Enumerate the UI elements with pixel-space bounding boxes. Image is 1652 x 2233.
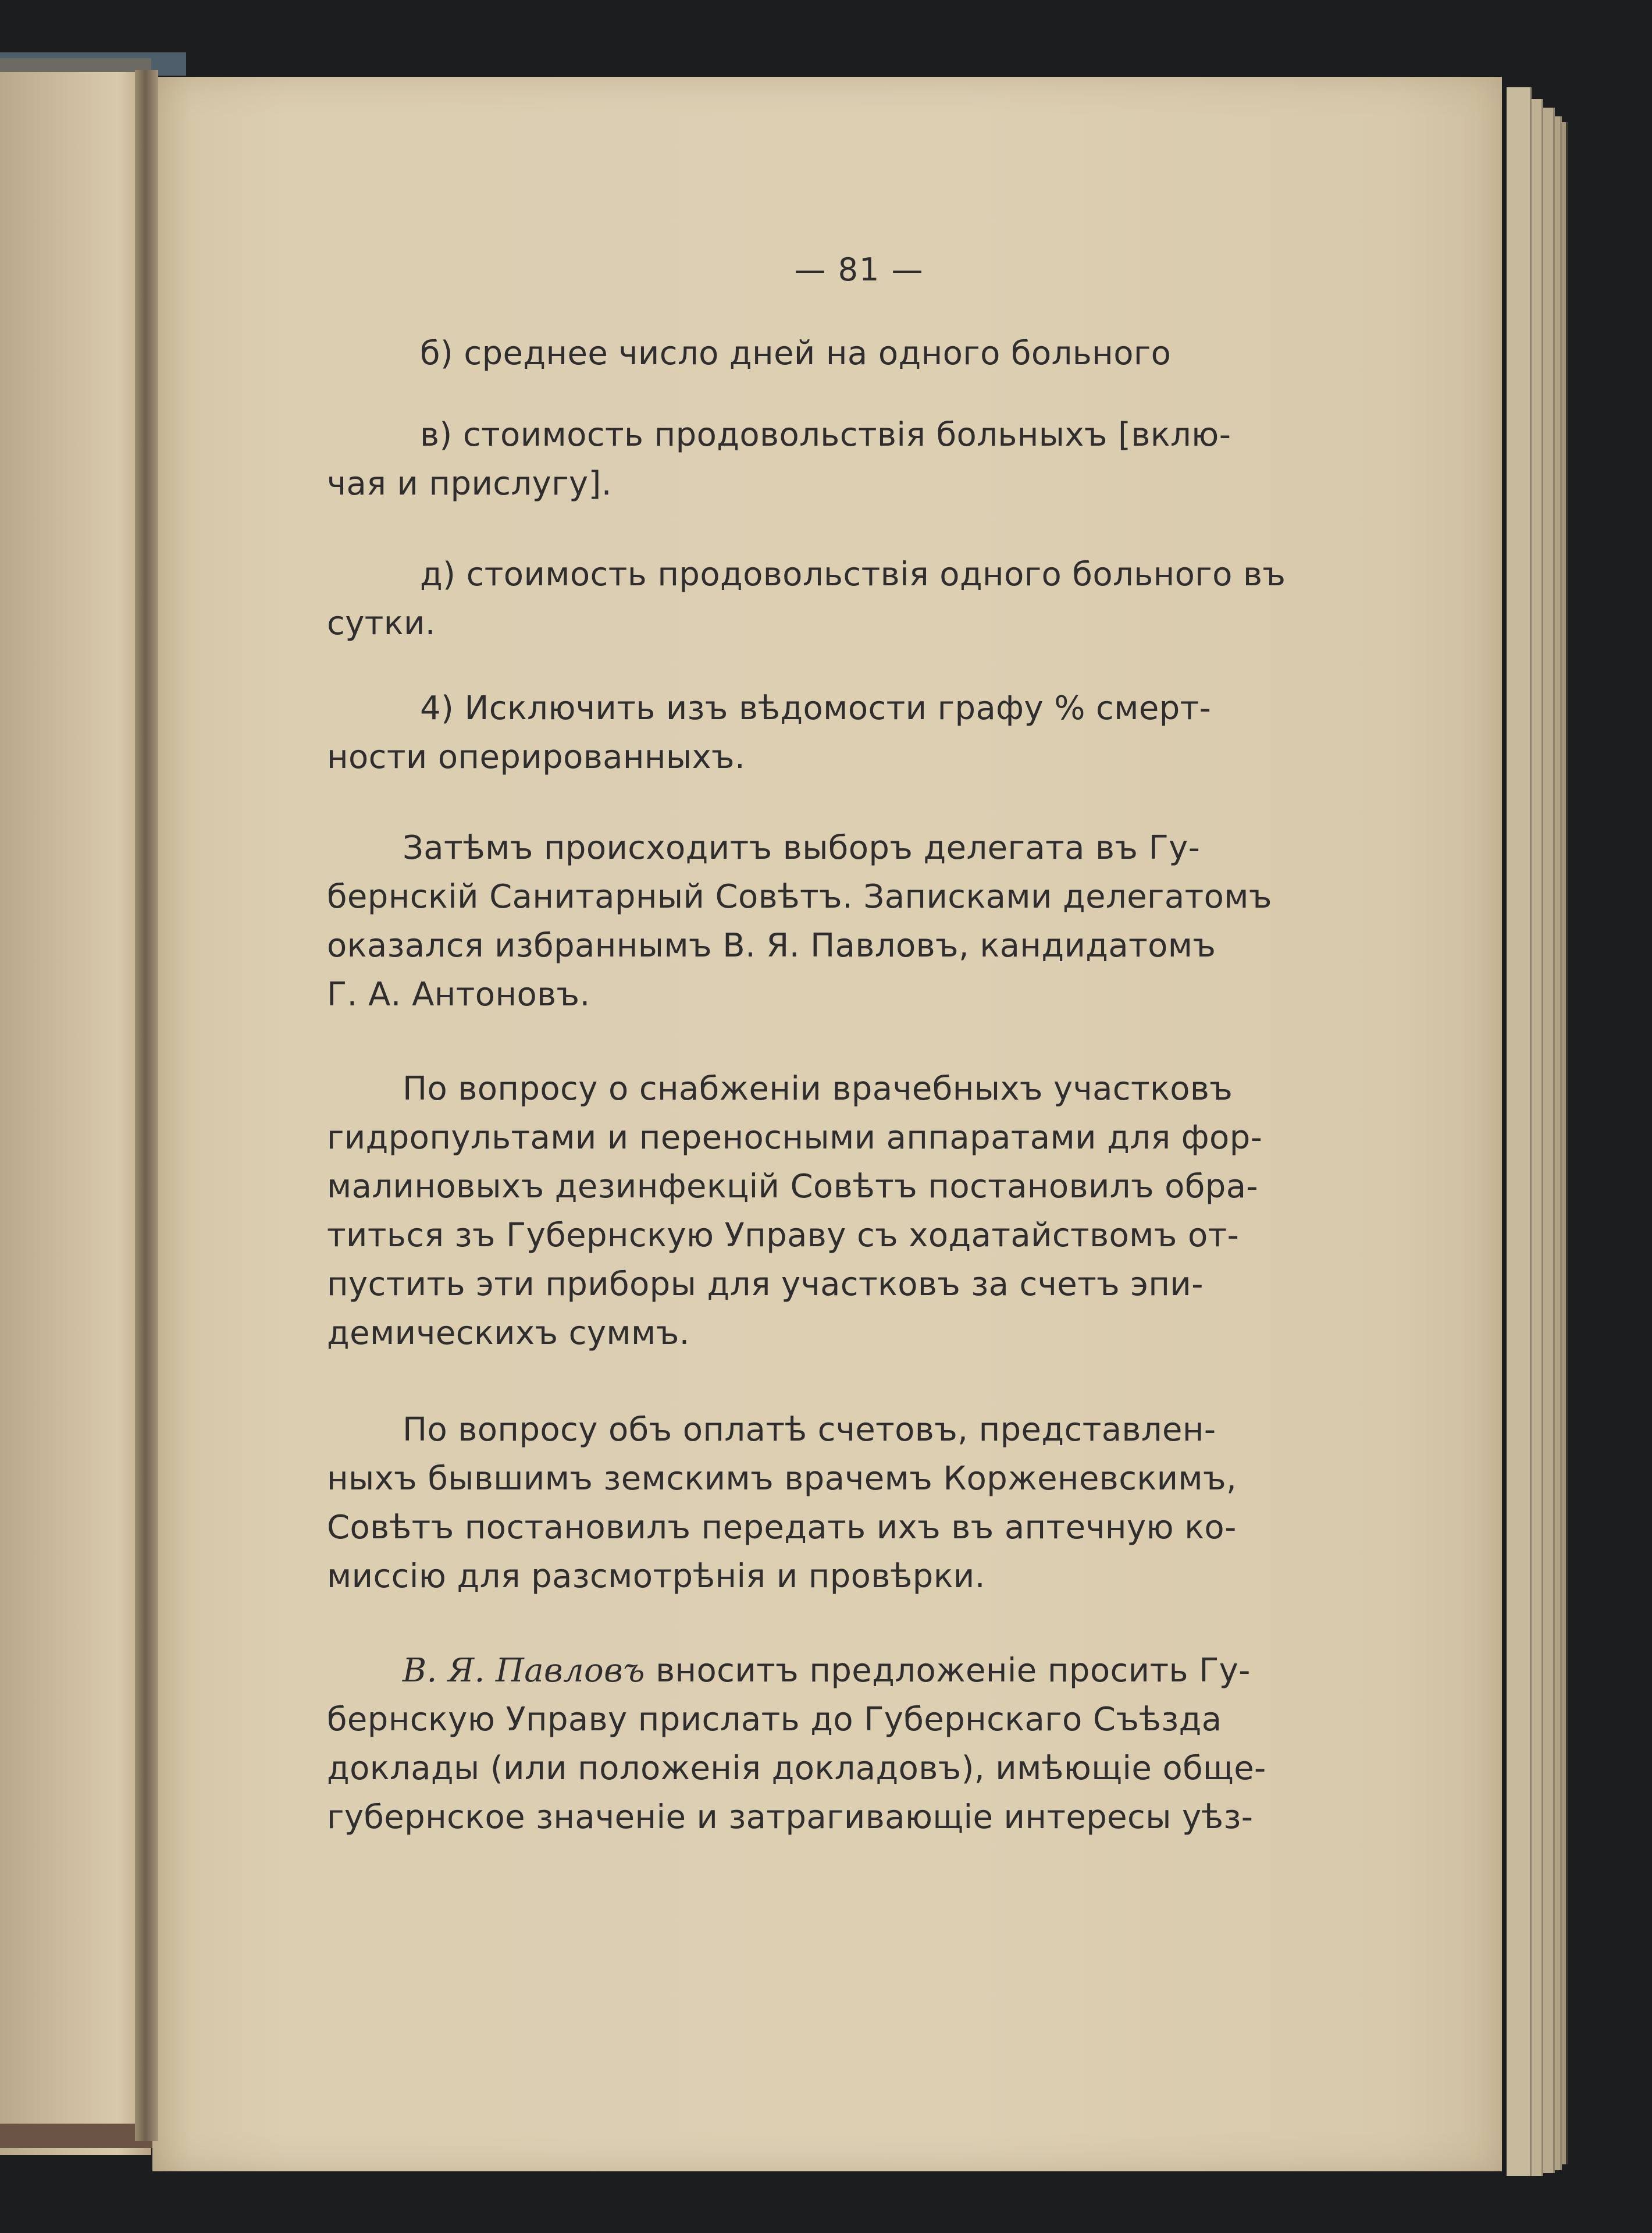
text-line: б) среднее число дней на одного больного bbox=[420, 335, 1172, 372]
text-line: пустить эти приборы для участковъ за счетъ эпи- bbox=[327, 1265, 1204, 1303]
text-line: д) стоимость продовольствія одного больного въ bbox=[420, 556, 1286, 593]
page-number: — 81 — bbox=[794, 251, 924, 288]
text-line: 4) Исключить изъ вѣдомости графу % смерт- bbox=[420, 689, 1212, 727]
text-line: демическихъ суммъ. bbox=[327, 1314, 690, 1352]
text-line: миссію для разсмотрѣнія и провѣрки. bbox=[327, 1558, 985, 1595]
text-run: вноситъ предложеніе просить Гу- bbox=[656, 1652, 1251, 1690]
text-line: По вопросу о снабженіи врачебныхъ участковъ bbox=[403, 1070, 1233, 1108]
right-page bbox=[152, 77, 1502, 2171]
text-line bbox=[403, 1652, 1467, 1690]
text-line: доклады (или положенія докладовъ), имѣющіе обще- bbox=[327, 1750, 1266, 1787]
text-line: чая и прислугу]. bbox=[327, 465, 612, 503]
speaker-name: В. Я. Павловъ bbox=[403, 1652, 645, 1690]
left-page bbox=[0, 58, 151, 2155]
text-line: бернскій Санитарный Совѣтъ. Записками делегатомъ bbox=[327, 878, 1272, 916]
text-line: сутки. bbox=[327, 605, 436, 642]
text-line: малиновыхъ дезинфекцій Совѣтъ постановилъ обра- bbox=[327, 1168, 1259, 1206]
text-line: гидропультами и переносными аппаратами для фор- bbox=[327, 1119, 1263, 1157]
text-line: ныхъ бывшимъ земскимъ врачемъ Корженевскимъ, bbox=[327, 1460, 1237, 1498]
text-line: оказался избраннымъ В. Я. Павловъ, кандидатомъ bbox=[327, 927, 1216, 965]
text-line: в) стоимость продовольствія больныхъ [вклю- bbox=[420, 416, 1231, 454]
text-line: Совѣтъ постановилъ передать ихъ въ аптечную ко- bbox=[327, 1509, 1237, 1546]
text-line: Затѣмъ происходитъ выборъ делегата въ Гу- bbox=[403, 829, 1201, 867]
text-line: По вопросу объ оплатѣ счетовъ, представлен- bbox=[403, 1411, 1216, 1449]
book-gutter bbox=[135, 70, 158, 2141]
page-edge bbox=[1507, 87, 1532, 2176]
text-line: Г. А. Антоновъ. bbox=[327, 976, 590, 1014]
text-line: ности оперированныхъ. bbox=[327, 738, 746, 776]
text-line: губернское значеніе и затрагивающіе интересы уѣз- bbox=[327, 1798, 1254, 1836]
text-line: бернскую Управу прислать до Губернскаго Съѣзда bbox=[327, 1701, 1222, 1738]
text-line: титься зъ Губернскую Управу съ ходатайствомъ от- bbox=[327, 1217, 1240, 1254]
